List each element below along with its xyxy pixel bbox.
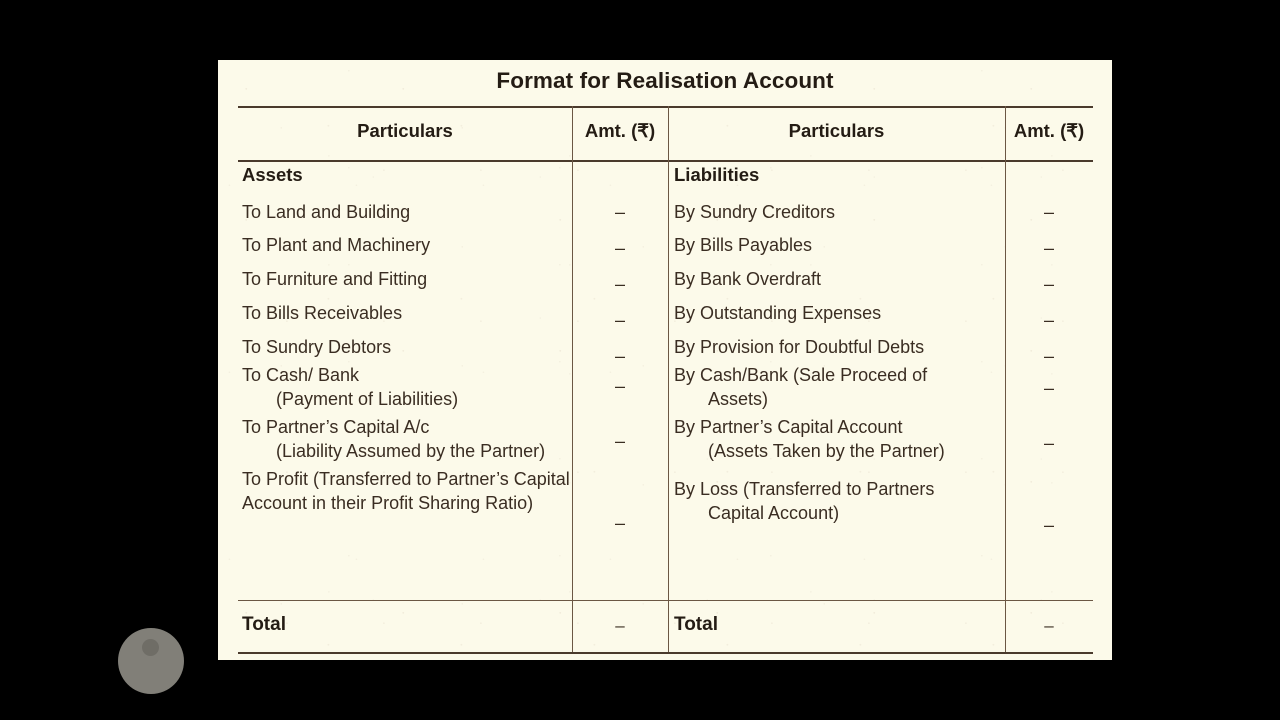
ledger-entry-text: By Loss (Transferred to Partners (674, 478, 935, 499)
ledger-entry-text: By Bank Overdraft (674, 269, 822, 290)
ledger-entry (242, 364, 570, 412)
amount-cell: – (614, 513, 625, 533)
amount-cell: – (1043, 310, 1054, 330)
ledger-entry (242, 336, 570, 360)
table-top-rule (238, 106, 1093, 108)
ledger-entry-text: To Land and Building (242, 201, 411, 222)
section-label-assets: Assets (242, 164, 303, 185)
ledger-entry-continuation: Capital Account) (708, 502, 840, 523)
ledger-entry-text: By Sundry Creditors (674, 201, 836, 222)
credit-side-particulars-column (674, 166, 1004, 528)
ledger-entry (242, 416, 570, 464)
ledger-entry-text: By Cash/Bank (Sale Proceed of (674, 365, 928, 386)
column-divider-center (668, 106, 669, 652)
amount-cell: – (614, 202, 625, 222)
total-amount-debit: – (615, 616, 625, 635)
ledger-entry-text: To Furniture and Fitting (242, 269, 428, 290)
ledger-entry-continuation: Assets) (708, 389, 769, 410)
ledger-entry (242, 234, 570, 258)
ledger-entry (674, 478, 1004, 526)
total-label-credit: Total (674, 614, 718, 635)
ledger-entry (242, 268, 570, 292)
amount-cell: – (1043, 346, 1054, 366)
column-header-particulars-credit: Particulars (788, 120, 885, 141)
amount-cell: – (614, 376, 625, 396)
player-control-artifact (118, 628, 184, 694)
realisation-account-table (238, 106, 1093, 646)
ledger-entry (674, 302, 1004, 326)
ledger-entry-text: By Partner’s Capital Account (674, 417, 903, 438)
amount-cell: – (614, 310, 625, 330)
ledger-entry-text: By Bills Payables (674, 235, 813, 256)
total-amount-credit: – (1044, 616, 1054, 635)
ledger-entry (674, 336, 1004, 360)
ledger-entry-text: To Sundry Debtors (242, 337, 392, 358)
amount-cell: – (614, 274, 625, 294)
column-header-amount-debit: Amt. (₹) (584, 120, 656, 141)
ledger-entry-text: To Partner’s Capital A/c (242, 417, 430, 438)
amount-cell: – (1043, 274, 1054, 294)
ledger-entry (674, 416, 1004, 464)
ledger-entry (242, 468, 570, 516)
amount-cell: – (1043, 378, 1054, 398)
ledger-entry-continuation: (Payment of Liabilities) (276, 389, 459, 410)
page-title: Format for Realisation Account (496, 68, 834, 93)
ledger-entry-continuation: (Assets Taken by the Partner) (708, 441, 945, 461)
table-total-top-rule (238, 600, 1093, 601)
player-control-artifact-dot (142, 639, 159, 656)
table-bottom-rule (238, 652, 1093, 654)
ledger-entry (674, 201, 1004, 225)
ledger-entry (674, 268, 1004, 292)
column-header-amount-credit: Amt. (₹) (1013, 120, 1085, 141)
ledger-entry-text: By Outstanding Expenses (674, 303, 882, 324)
amount-cell: – (1043, 433, 1054, 453)
ledger-entry-text: To Plant and Machinery (242, 235, 431, 256)
column-header-particulars-debit: Particulars (357, 120, 453, 141)
ledger-entry (674, 364, 1004, 412)
total-label-debit: Total (242, 614, 286, 635)
amount-cell: – (614, 238, 625, 258)
amount-cell: – (1043, 202, 1054, 222)
table-header-rule (238, 160, 1093, 162)
scanned-textbook-page (218, 60, 1112, 660)
amount-cell: – (614, 431, 625, 451)
ledger-entry (242, 302, 570, 326)
debit-side-particulars-column (242, 166, 570, 518)
ledger-entry-text: To Bills Receivables (242, 303, 403, 324)
ledger-entry-text: To Profit (Transferred to Partner’s Capital Account in their Profit Sharing Ratio) (242, 468, 570, 513)
ledger-entry-continuation: (Liability Assumed by the Partner) (276, 441, 546, 461)
ledger-entry (242, 201, 570, 225)
ledger-entry-text: By Provision for Doubtful Debts (674, 337, 925, 358)
ledger-entry (674, 234, 1004, 258)
amount-cell: – (1043, 515, 1054, 535)
section-label-liabilities: Liabilities (674, 164, 760, 185)
amount-cell: – (614, 346, 625, 366)
amount-cell: – (1043, 238, 1054, 258)
ledger-entry-text: To Cash/ Bank (242, 365, 360, 386)
